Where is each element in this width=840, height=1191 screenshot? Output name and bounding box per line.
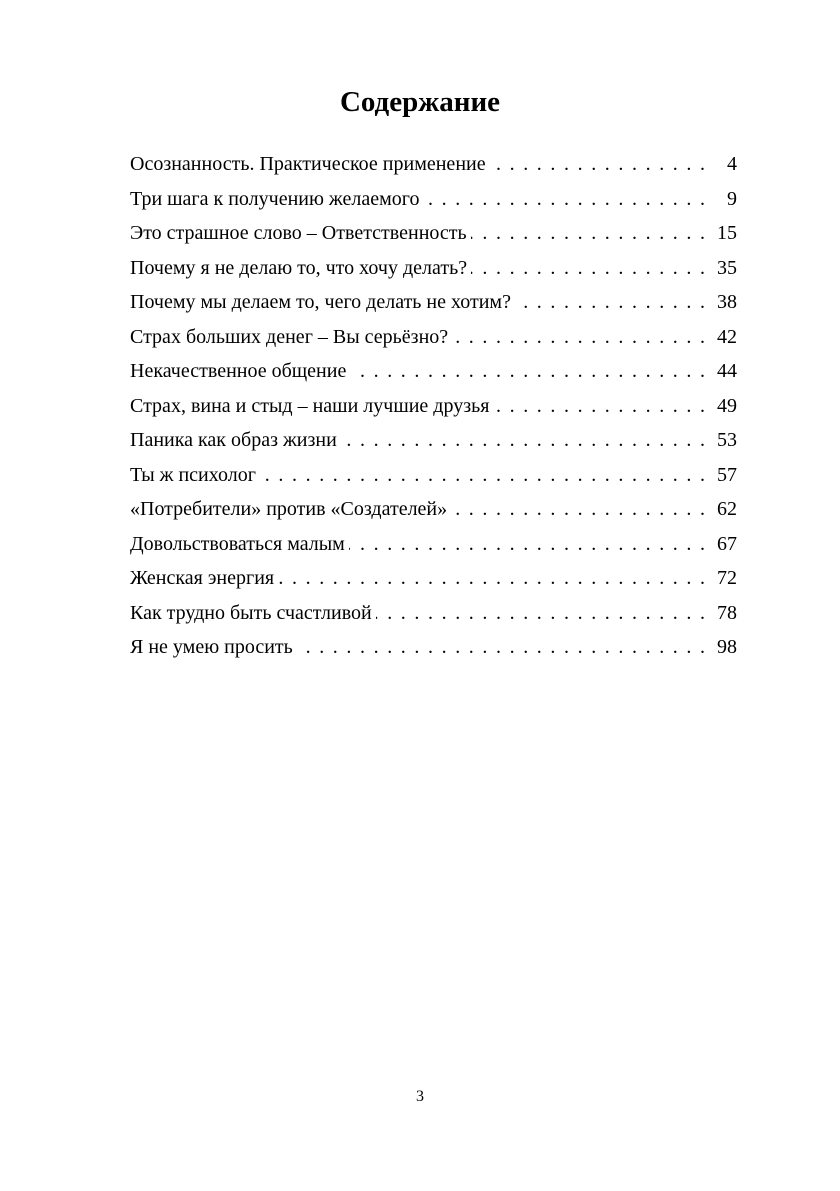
toc-entry [130,596,737,631]
toc-entry-page: 57 [717,463,737,486]
toc-entry [130,423,737,458]
toc-entry-title: Некачественное общение [130,360,347,382]
toc-entry-page: 78 [717,601,737,624]
dot-leader [341,423,705,458]
toc-entry [130,147,737,182]
toc-entry-title: Ты ж психолог [130,463,256,486]
toc-entry [130,285,737,320]
dot-leader [452,320,705,355]
dot-leader [493,389,705,424]
dot-leader [423,182,705,217]
dot-leader [260,458,705,493]
toc-entry-title: «Потребители» против «Создателей» [130,498,448,520]
toc-entry-page: 42 [717,325,737,348]
toc-entry [130,458,737,493]
toc-entry-page: 62 [717,498,737,520]
toc-entry-title: Женская энергия [130,567,275,589]
toc-entry [130,354,737,389]
page-number: 3 [416,1088,424,1105]
toc-entry [130,251,737,286]
dot-leader [471,216,705,251]
toc-entry-title: Три шага к получению желаемого [130,187,420,210]
toc-entry-title: Довольствоваться малым [130,532,345,555]
toc-entry-page: 38 [717,291,737,313]
toc-entry [130,216,737,251]
toc-entry-page: 4 [727,153,737,175]
dot-leader [451,492,705,527]
toc-entry-page: 9 [727,187,737,210]
dot-leader [471,251,705,286]
toc-entry-page: 72 [717,567,737,589]
dot-leader [350,354,705,389]
page-title: Содержание [339,86,501,118]
toc-entry [130,630,737,665]
toc-entry-page: 98 [717,636,737,658]
table-of-contents [130,147,737,665]
dot-leader [515,285,705,320]
toc-entry-title: Я не умею просить [130,636,293,658]
dot-leader [376,596,705,631]
toc-entry-page: 15 [717,222,737,244]
toc-entry-title: Паника как образ жизни [130,429,337,451]
toc-entry-title: Почему я не делаю то, что хочу делать? [130,256,468,279]
toc-entry-page: 49 [717,394,737,417]
toc-entry [130,389,737,424]
toc-entry [130,182,737,217]
toc-entry-page: 53 [717,429,737,451]
dot-leader [490,147,705,182]
toc-entry-title: Страх больших денег – Вы серьёзно? [130,325,449,348]
toc-entry [130,527,737,562]
toc-entry-page: 67 [717,532,737,555]
toc-entry-title: Это страшное слово – Ответственность [130,222,467,244]
dot-leader [349,527,705,562]
dot-leader [278,561,705,596]
dot-leader [297,630,705,665]
toc-entry [130,561,737,596]
toc-entry-title: Как трудно быть счастливой [130,601,372,624]
toc-entry [130,492,737,527]
toc-entry-page: 35 [717,256,737,279]
toc-entry-title: Страх, вина и стыд – наши лучшие друзья [130,394,490,417]
toc-entry-page: 44 [717,360,737,382]
toc-entry-title: Осознанность. Практическое применение [130,153,486,175]
toc-entry [130,320,737,355]
toc-entry-title: Почему мы делаем то, чего делать не хотим? [130,291,511,313]
